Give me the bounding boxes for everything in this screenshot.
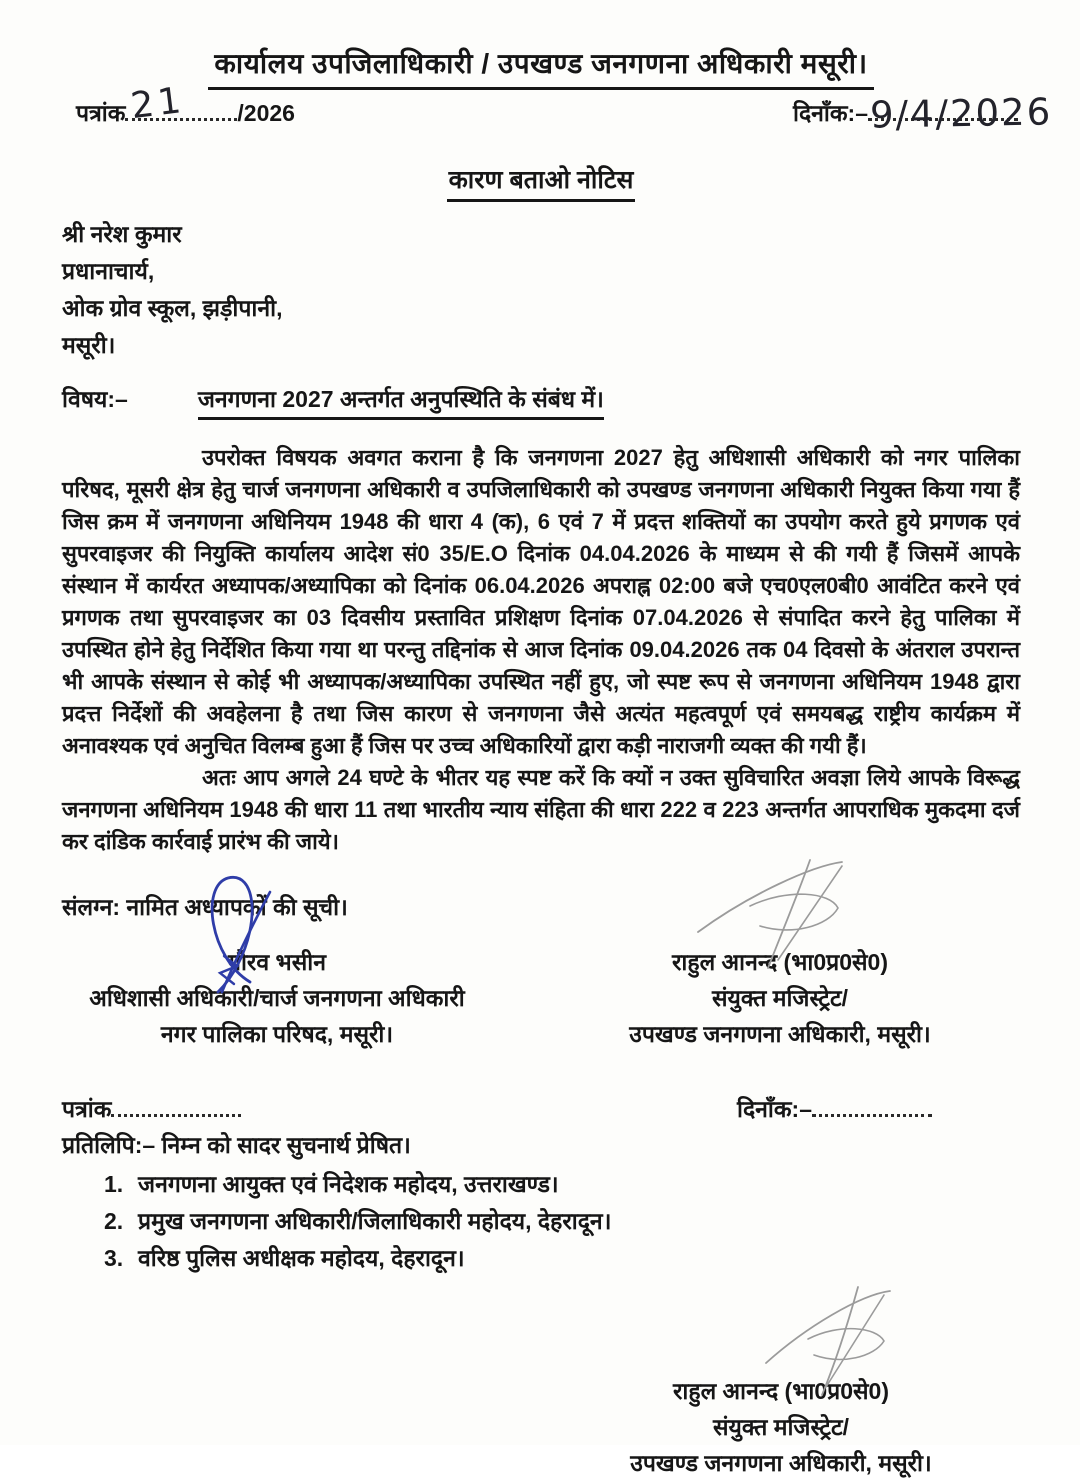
- notice-title: कारण बताओ नोटिस: [447, 162, 636, 202]
- signatory-right-block: [560, 944, 1000, 1052]
- list-item-number: 3.: [104, 1245, 124, 1271]
- signatory-left-name: गौरव भसीन: [228, 949, 326, 975]
- list-item-text: वरिष्ठ पुलिस अधीक्षक महोदय, देहरादून।: [138, 1245, 465, 1271]
- copy-to-heading: प्रतिलिपि:– निम्न को सादर सुचनार्थ प्रेषित।: [62, 1132, 411, 1158]
- signatory-left-designation: अधिशासी अधिकारी/चार्ज जनगणना अधिकारी: [89, 985, 465, 1011]
- footer-date-label: दिनाँक:–: [736, 1096, 812, 1122]
- list-item: [104, 1240, 1020, 1277]
- signatory-bottom-name: राहुल आनन्द (भा0प्र0से0): [673, 1378, 889, 1404]
- signatory-right-name: राहुल आनन्द (भा0प्र0से0): [672, 949, 888, 975]
- list-item-number: 2.: [104, 1208, 124, 1234]
- signatory-left-office: नगर पालिका परिषद, मसूरी।: [160, 1021, 394, 1047]
- list-item: [104, 1166, 1020, 1203]
- letter-number-blank-line: [125, 79, 237, 128]
- body-paragraph-1: उपरोक्त विषयक अवगत कराना है कि जनगणना 2027 हेतु अधिशासी अधिकारी को नगर पालिका परिषद, मूसरी क्षेत्र हेतु चार्ज जनगणना अधिकारी व उपजिलाधिकारी को उपखण्ड जनगणना अधिकारी नियुक्त किया गया हैं जिस क्रम में जनगणना अधिनियम 1948 की धारा 4 (क), 6 एवं 7 में प्रदत्त शक्तियों का उपयोग करते हुये प्रगणक एवं सुपरवाइजर की नियुक्ति कार्यालय आदेश सं0 35/E.O दिनांक 04.04.2026 के माध्यम से की गयी हैं जिसमें आपके संस्थान में कार्यरत अध्यापक/अध्यापिका को दिनांक 06.04.2026 अपराह्न 02:00 बजे एच0एल0बी0 आवंटित करने एवं प्रगणक तथा सुपरवाइजर का 03 दिवसीय प्रस्तावित प्रशिक्षण दिनांक 07.04.2026 से संपादित करने हेतु पालिका में उपस्थित होने हेतु निर्देशित किया गया था परन्तु तद्दिनांक से आज दिनांक 09.04.2026 तक 04 दिवसो के अंतराल उपरान्त भी आपके संस्थान से कोई भी अध्यापक/अध्यापिका उपस्थित नहीं हुए, जो स्पष्ट रूप से जनगणना अधिनियम 1948 द्वारा प्रदत्त निर्देशों की अवहेलना है तथा जिस कारण से जनगणना जैसे अत्यंत महत्वपूर्ण एवं समयबद्ध राष्ट्रीय कार्यक्रम में अनावश्यक एवं अनुचित विलम्ब हुआ हैं जिस पर उच्च अधिकारियों द्वारा कड़ी नाराजगी व्यक्त की गयी हैं।: [62, 445, 1020, 758]
- letter-number-label: पत्रांक: [76, 100, 126, 126]
- signatory-right-designation: संयुक्त मजिस्ट्रेट/: [711, 985, 848, 1011]
- copy-to-list: [62, 1166, 1020, 1277]
- title-row: [62, 162, 1020, 202]
- date-handwritten: 9/4/2026: [869, 90, 1053, 137]
- list-item-text: जनगणना आयुक्त एवं निदेशक महोदय, उत्तराखण्ड।: [138, 1171, 559, 1197]
- date-label: दिनाँक:–: [792, 100, 868, 126]
- signatory-bottom-office: उपखण्ड जनगणना अधिकारी, मसूरी।: [630, 1450, 932, 1476]
- footer-letter-number-blank-line: [111, 1097, 241, 1117]
- bottom-signature-row: [62, 1373, 1020, 1481]
- list-item-text: प्रमुख जनगणना अधिकारी/जिलाधिकारी महोदय, देहरादून।: [138, 1208, 612, 1234]
- date-cell: [792, 90, 1053, 137]
- addressee-name: श्री नरेश कुमार: [62, 221, 182, 247]
- list-item: [104, 1203, 1020, 1240]
- reference-date-row: [62, 79, 1053, 137]
- subject-text: जनगणना 2027 अन्तर्गत अनुपस्थिति के संबंध में।: [198, 382, 604, 420]
- footer-date-blank-line: [812, 1097, 932, 1117]
- signatory-bottom-block: [566, 1373, 996, 1481]
- list-item-number: 1.: [104, 1171, 124, 1197]
- body: [62, 442, 1020, 858]
- footer-letter-number-label: पत्रांक: [62, 1096, 112, 1122]
- footer-date-cell: [737, 1092, 932, 1124]
- addressee-block: [62, 216, 1020, 364]
- letter-number-handwritten: 21: [129, 79, 188, 128]
- letter-number-cell: [62, 79, 295, 128]
- addressee-city: मसूरी।: [62, 332, 116, 358]
- letter-number-year: /2026: [237, 100, 295, 126]
- header: [62, 44, 1020, 90]
- signatory-right-office: उपखण्ड जनगणना अधिकारी, मसूरी।: [629, 1021, 931, 1047]
- enclosure-line: संलग्न: नामित अध्यापकों की सूची।: [62, 894, 348, 920]
- footer-letter-number-cell: [62, 1092, 241, 1124]
- signature-row: [62, 944, 1020, 1052]
- subject-label: विषय:–: [62, 386, 128, 412]
- signatory-bottom-designation: संयुक्त मजिस्ट्रेट/: [712, 1414, 849, 1440]
- date-blank-line: [868, 90, 1053, 137]
- addressee-address: ओक ग्रोव स्कूल, झड़ीपानी,: [62, 295, 283, 321]
- office-title: कार्यालय उपजिलाधिकारी / उपखण्ड जनगणना अधिकारी मसूरी।: [208, 44, 873, 90]
- footer-reference-date-row: [62, 1092, 1020, 1124]
- subject-row: [62, 382, 1020, 420]
- body-paragraph-2: अतः आप अगले 24 घण्टे के भीतर यह स्पष्ट करें कि क्यों न उक्त सुविचारित अवज्ञा लिये आपके विरूद्ध जनगणना अधिनियम 1948 की धारा 11 तथा भारतीय न्याय संहिता की धारा 222 व 223 अन्तर्गत आपराधिक मुकदमा दर्ज कर दांडिक कार्रवाई प्रारंभ की जाये।: [62, 765, 1020, 854]
- addressee-designation: प्रधानाचार्य,: [62, 258, 155, 284]
- signatory-left-block: [62, 944, 492, 1052]
